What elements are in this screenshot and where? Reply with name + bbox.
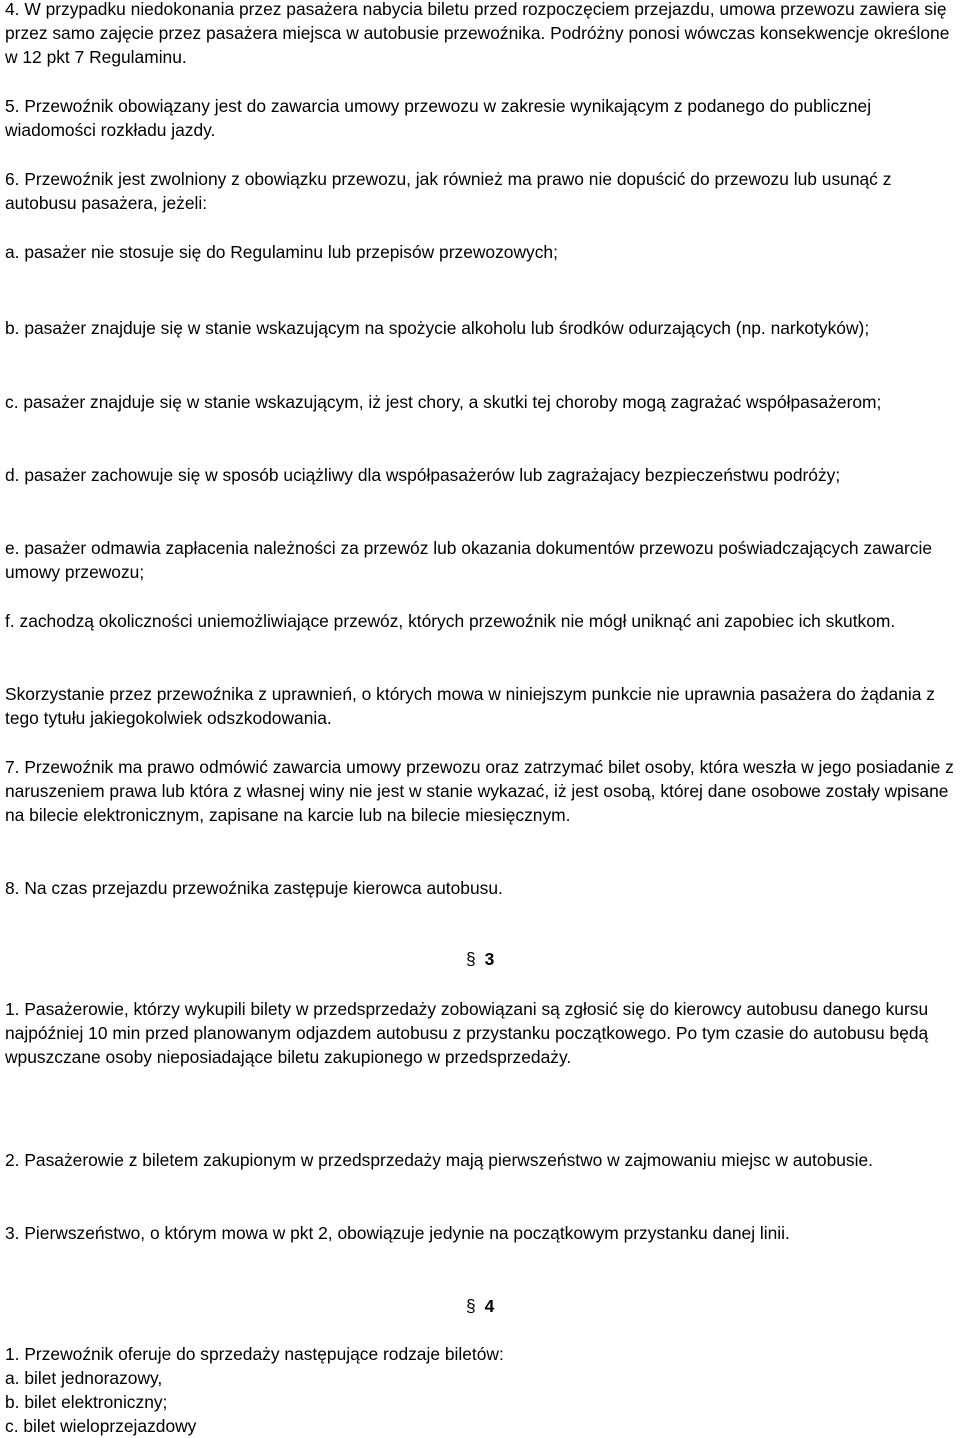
paragraph-7: 7. Przewoźnik ma prawo odmówić zawarcia umowy przewozu oraz zatrzymać bilet osoby, która weszła w jego posiadanie z naruszeniem prawa lub która z własnej winy nie jest w stanie wykazać, iż jest osobą, której dane osobowe zostały wpisane na bilecie elektronicznym, zapisane na karcie lub na bilecie miesięcznym. — [5, 757, 954, 825]
paragraph-5: 5. Przewoźnik obowiązany jest do zawarcia umowy przewozu w zakresie wynikającym z podanego do publicznej wiadomości rozkładu jazdy. — [5, 96, 872, 140]
ticket-type-a: a. bilet jednorazowy, — [5, 1368, 163, 1388]
paragraph-6-item-e: e. pasażer odmawia zapłacenia należności za przewóz lub okazania dokumentów przewozu poświadczających zawarcie umowy przewozu; — [5, 538, 933, 582]
section-4-paragraph-1: 1. Przewoźnik oferuje do sprzedaży następujące rodzaje biletów: — [5, 1344, 504, 1364]
paragraph-8: 8. Na czas przejazdu przewoźnika zastępuje kierowca autobusu. — [5, 878, 503, 898]
section-3-paragraph-1: 1. Pasażerowie, którzy wykupili bilety w przedsprzedaży zobowiązani są zgłosić się do kierowcy autobusu danego kursu najpóźniej 10 min przed planowanym odjazdem autobusu z przystanku początkowego. Po tym czasie do autobusu będą wpuszczane osoby nieposiadające biletu zakupionego w przedsprzedaży. — [5, 999, 929, 1067]
paragraph-6-note: Skorzystanie przez przewoźnika z uprawnień, o których mowa w niniejszym punkcie nie uprawnia pasażera do żądania z tego tytułu jakiegokolwiek odszkodowania. — [5, 684, 935, 728]
section-symbol: § — [466, 1296, 476, 1316]
paragraph-4: 4. W przypadku niedokonania przez pasażera nabycia biletu przed rozpoczęciem przejazdu, umowa przewozu zawiera się przez samo zajęcie przez pasażera miejsca w autobusie przewoźnika. Podróżny ponosi wówczas konsekwencje określone w 12 pkt 7 Regulaminu. — [5, 0, 950, 67]
paragraph-6-item-a: a. pasażer nie stosuje się do Regulaminu lub przepisów przewozowych; — [5, 242, 558, 262]
ticket-type-b: b. bilet elektroniczny; — [5, 1392, 168, 1412]
paragraph-6-item-d: d. pasażer zachowuje się w sposób uciążliwy dla współpasażerów lub zagrażajacy bezpieczeństwu podróży; — [5, 465, 841, 485]
paragraph-6-item-f: f. zachodzą okoliczności uniemożliwiające przewóz, których przewoźnik nie mógł uniknąć ani zapobiec ich skutkom. — [5, 611, 896, 631]
section-number: 3 — [484, 949, 495, 969]
section-4-heading — [466, 1294, 494, 1318]
section-number: 4 — [484, 1296, 495, 1316]
section-3-paragraph-3: 3. Pierwszeństwo, o którym mowa w pkt 2, obowiązuje jedynie na początkowym przystanku danej linii. — [5, 1223, 790, 1243]
paragraph-6-item-c: c. pasażer znajduje się w stanie wskazującym, iż jest chory, a skutki tej choroby mogą zagrażać współpasażerom; — [5, 392, 882, 412]
section-3-heading — [466, 947, 494, 971]
section-symbol: § — [466, 949, 476, 969]
paragraph-6-item-b: b. pasażer znajduje się w stanie wskazującym na spożycie alkoholu lub środków odurzających (np. narkotyków); — [5, 318, 870, 338]
ticket-type-c: c. bilet wieloprzejazdowy — [5, 1416, 197, 1436]
paragraph-6: 6. Przewoźnik jest zwolniony z obowiązku przewozu, jak również ma prawo nie dopuścić do przewozu lub usunąć z autobusu pasażera, jeżeli: — [5, 169, 892, 213]
section-3-paragraph-2: 2. Pasażerowie z biletem zakupionym w przedsprzedaży mają pierwszeństwo w zajmowaniu miejsc w autobusie. — [5, 1150, 873, 1170]
